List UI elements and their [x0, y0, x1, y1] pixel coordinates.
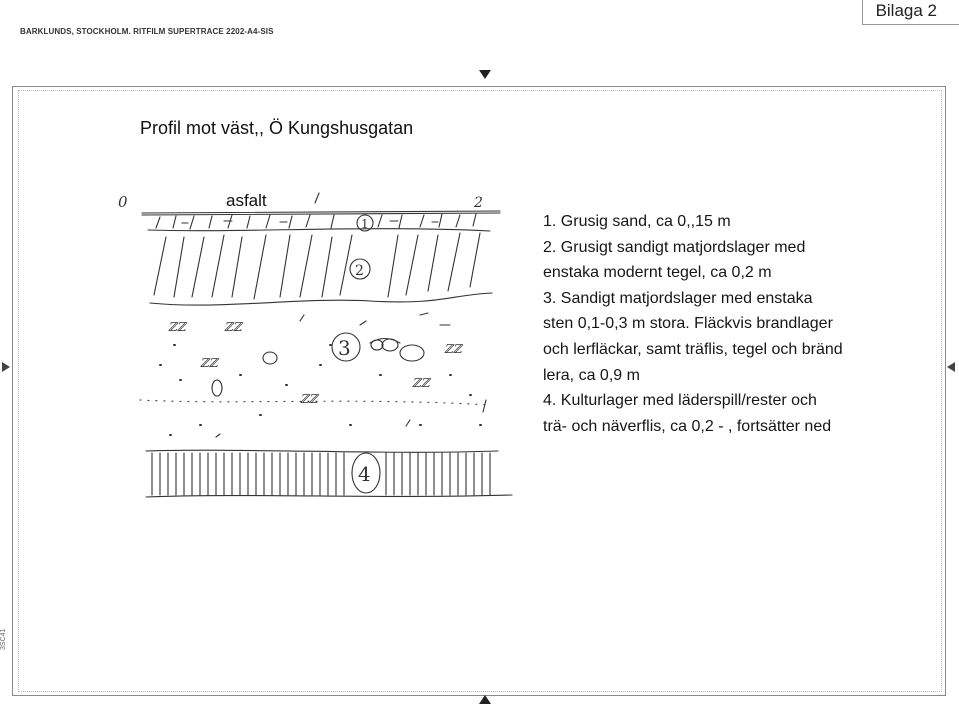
svg-text:ℤℤ: ℤℤ	[200, 356, 218, 370]
center-marker-top	[479, 70, 491, 79]
center-marker-left	[2, 362, 10, 372]
sheet-header: BARKLUNDS, STOCKHOLM. RITFILM SUPERTRACE 2202-A4-SIS	[20, 27, 274, 36]
legend-line: 2. Grusigt sandigt matjordslager med	[543, 238, 806, 256]
asfalt-label: asfalt	[226, 191, 267, 210]
layer-1-hatch	[156, 214, 476, 229]
legend-line: lera, ca 0,9 m	[543, 366, 640, 384]
layer-2-boundary	[150, 293, 492, 305]
layer-4-number: 4	[358, 462, 371, 486]
layer-1-number: 1	[361, 217, 369, 231]
profile-title: Profil mot väst,, Ö Kungshusgatan	[140, 118, 414, 138]
legend-line: enstaka modernt tegel, ca 0,2 m	[543, 264, 772, 282]
svg-text:ℤℤ: ℤℤ	[412, 376, 430, 390]
layer-2-number: 2	[355, 263, 364, 279]
layer-legend	[543, 209, 943, 439]
svg-text:ℤℤ: ℤℤ	[300, 392, 318, 406]
legend-line: trä- och näverflis, ca 0,2 - , fortsätter ned	[543, 417, 832, 435]
center-marker-bottom	[479, 695, 491, 704]
legend-line: och lerfläckar, samt träflis, tegel och bränd	[543, 340, 843, 358]
legend-line: 4. Kulturlager med läderspill/rester och	[543, 392, 817, 410]
bilaga-label: Bilaga 2	[875, 1, 937, 20]
asphalt-surface	[142, 211, 500, 213]
side-code: 3SC41	[0, 628, 7, 650]
svg-text:ℤℤ: ℤℤ	[168, 320, 186, 334]
layer-4-bottom	[146, 495, 512, 497]
legend-line: 1. Grusig sand, ca 0,,15 m	[543, 213, 731, 230]
legend-line: sten 0,1-0,3 m stora. Fläckvis brandlager	[543, 315, 833, 333]
profile-sketch	[120, 175, 520, 505]
layer-2-hatch	[154, 233, 480, 299]
svg-text:ℤℤ: ℤℤ	[224, 320, 242, 334]
legend-line: 3. Sandigt matjordslager med enstaka	[543, 289, 813, 307]
tick-2: 2	[474, 195, 483, 211]
layer-4-top	[146, 450, 498, 452]
center-marker-right	[947, 362, 955, 372]
layer-1-boundary	[148, 229, 490, 231]
tick-0: 0	[118, 193, 128, 211]
layer-3-features	[140, 313, 490, 437]
layer-4-hatch	[152, 453, 490, 495]
layer-3-number: 3	[338, 336, 351, 360]
svg-text:ℤℤ: ℤℤ	[444, 342, 462, 356]
